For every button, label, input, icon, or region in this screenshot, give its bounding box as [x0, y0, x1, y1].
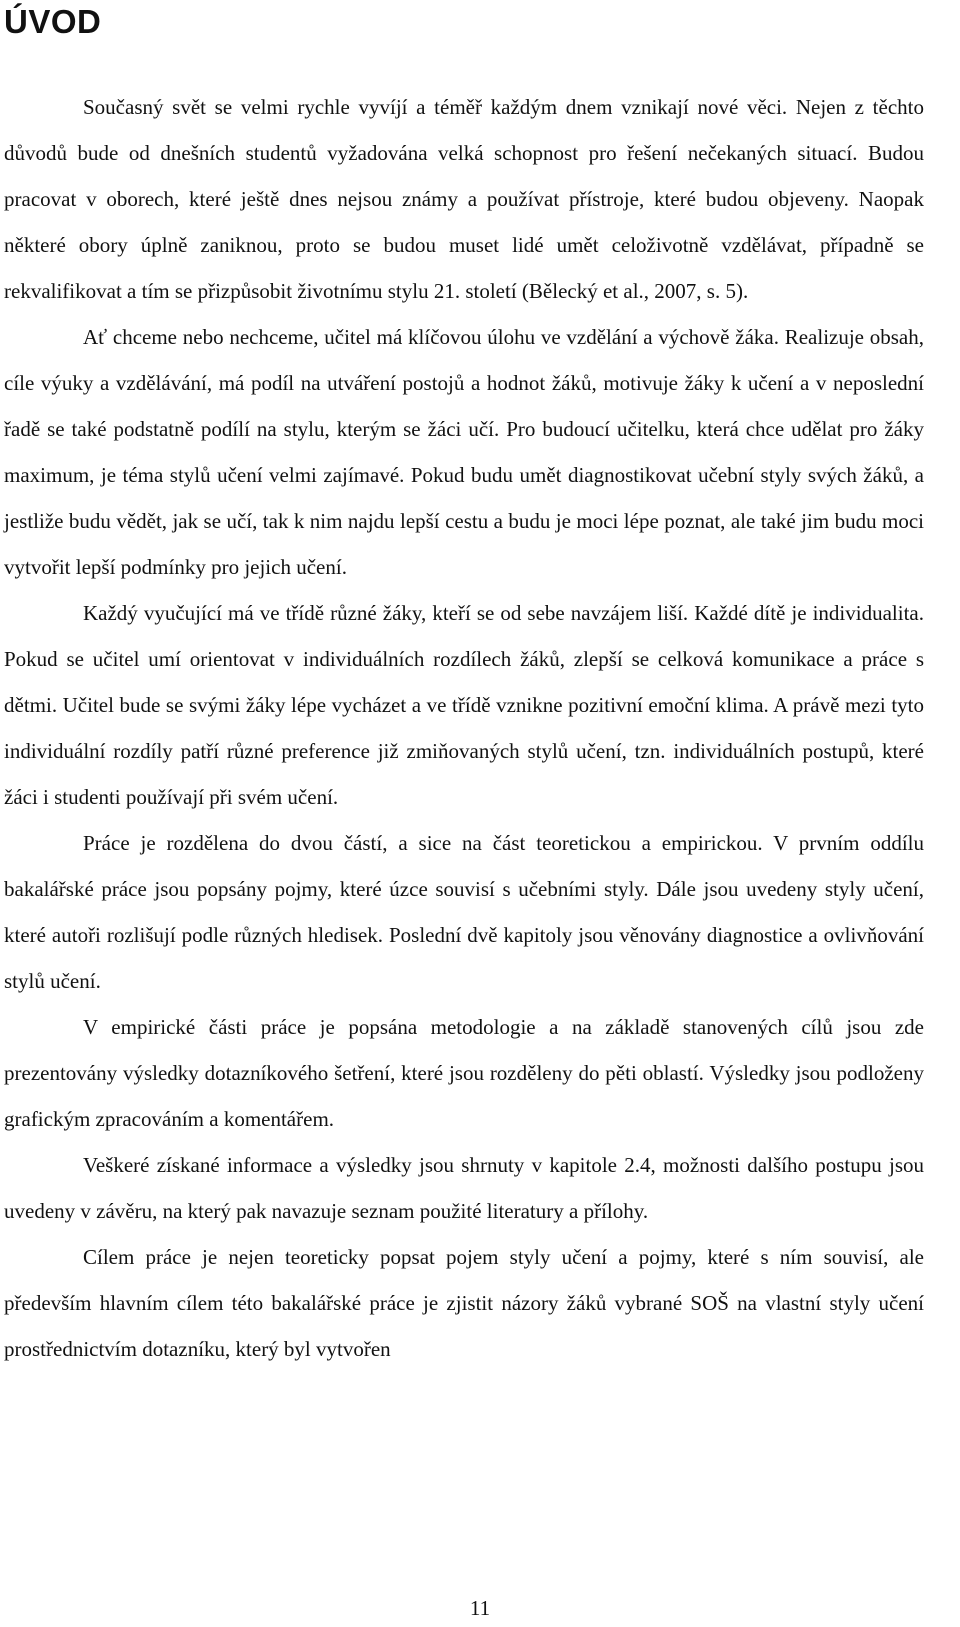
paragraph-individual-differences: Každý vyučující má ve třídě různé žáky, kteří se od sebe navzájem liší. Každé dítě je individualita. Pokud se učitel umí orientovat v individuálních rozdílech žáků, zlepší se celková komunikace a práce s dětmi. Učitel bude se svými žáky lépe vycházet a ve třídě vznikne pozitivní emoční klima. A právě mezi tyto individuální rozdíly patří různé preference již zmiňovaných stylů učení, tzn. individuálních postupů, které žáci i studenti používají při svém učení.: [4, 601, 924, 809]
body-text: [4, 84, 924, 1372]
paragraph-aim: Cílem práce je nejen teoreticky popsat pojem styly učení a pojmy, které s ním souvisí, ale především hlavním cílem této bakalářské práce je zjistit názory žáků vybrané SOŠ na vlastní styly učení prostřednictvím dotazníku, který byl vytvořen: [4, 1245, 924, 1361]
chapter-heading: ÚVOD: [4, 3, 102, 40]
paragraph-intro: Současný svět se velmi rychle vyvíjí a téměř každým dnem vznikají nové věci. Nejen z těchto důvodů bude od dnešních studentů vyžadována velká schopnost pro řešení nečekaných situací. Budou pracovat v oborech, které ještě dnes nejsou známy a používat přístroje, které budou objeveny. Naopak některé obory úplně zaniknou, proto se budou muset lidé umět celoživotně vzdělávat, případně se rekvalifikovat a tím se přizpůsobit životnímu stylu 21. století (Bělecký et al., 2007, s. 5).: [4, 95, 924, 303]
paragraph-teacher-role: Ať chceme nebo nechceme, učitel má klíčovou úlohu ve vzdělání a výchově žáka. Realizuje obsah, cíle výuky a vzdělávání, má podíl na utváření postojů a hodnot žáků, motivuje žáky k učení a v neposlední řadě se také podstatně podílí na stylu, kterým se žáci učí. Pro budoucí učitelku, která chce udělat pro žáky maximum, je téma stylů učení velmi zajímavé. Pokud budu umět diagnostikovat učební styly svých žáků, a jestliže budu vědět, jak se učí, tak k nim najdu lepší cestu a budu je moci lépe poznat, ale také jim budu moci vytvořit lepší podmínky pro jejich učení.: [4, 325, 924, 579]
paragraph-structure: Práce je rozdělena do dvou částí, a sice na část teoretickou a empirickou. V prvním oddílu bakalářské práce jsou popsány pojmy, které úzce souvisí s učebními styly. Dále jsou uvedeny styly učení, které autoři rozlišují podle různých hledisek. Poslední dvě kapitoly jsou věnovány diagnostice a ovlivňování stylů učení.: [4, 831, 924, 993]
paragraph-empirical-part: V empirické části práce je popsána metodologie a na základě stanovených cílů jsou zde prezentovány výsledky dotazníkového šetření, které jsou rozděleny do pěti oblastí. Výsledky jsou podloženy grafickým zpracováním a komentářem.: [4, 1015, 924, 1131]
paragraph-summary: Veškeré získané informace a výsledky jsou shrnuty v kapitole 2.4, možnosti dalšího postupu jsou uvedeny v závěru, na který pak navazuje seznam použité literatury a přílohy.: [4, 1153, 924, 1223]
page-number: 11: [469, 1596, 491, 1620]
